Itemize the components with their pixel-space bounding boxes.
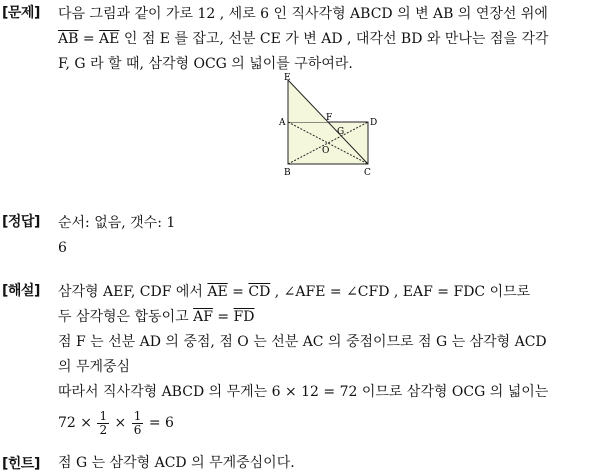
solution-line-5: 따라서 직사각형 ABCD 의 무게는 6 × 12 = 72 이므로 삼각형 OCG 의 넓이는	[58, 384, 549, 400]
problem-tag: [문제]	[2, 5, 40, 21]
problem-line-2-text: 인 점 E 를 잡고, 선분 CE 가 변 AD , 대각선 BD 와 만나는 점을 각각	[123, 31, 549, 47]
label-e: E	[284, 73, 291, 83]
label-g: G	[337, 127, 345, 137]
label-d: D	[370, 118, 378, 128]
label-c: C	[364, 168, 371, 178]
segment-ae: $\overline{AE}$	[99, 31, 120, 47]
solution-line-1-end: , ∠AFE = ∠CFD , EAF = FDC 이므로	[270, 284, 531, 300]
fraction-one-half	[97, 410, 109, 437]
answer-tag: [정답]	[2, 214, 40, 230]
equals-sign-3: =	[212, 309, 234, 325]
solution-line-6	[58, 405, 586, 441]
label-f: F	[326, 113, 333, 123]
fraction-1-numerator: 1	[99, 408, 108, 423]
hint-tag: [힌트]	[2, 456, 40, 472]
segment-cd: $\overline{CD}$	[248, 284, 271, 300]
times-sign: ×	[114, 415, 127, 431]
fraction-1-denominator: 2	[99, 422, 108, 437]
problem-line-2	[58, 27, 586, 52]
label-o: O	[322, 146, 330, 156]
problem-line-3: F, G 라 할 때, 삼각형 OCG 의 넓이를 구하여라.	[58, 56, 353, 72]
answer-body	[58, 211, 586, 261]
product-start: 72 ×	[58, 415, 92, 431]
solution-body	[58, 280, 586, 441]
solution-tag: [해설]	[2, 283, 40, 299]
answer-line-1: 순서: 없음, 갯수: 1	[58, 215, 176, 231]
rectangle-figure	[276, 72, 386, 182]
problem-line-1: 다음 그림과 같이 가로 12 , 세로 6 인 직사각형 ABCD 의 변 AB 의 연장선 위에	[58, 6, 548, 22]
fraction-one-sixth	[132, 410, 144, 437]
solution-line-3: 점 F 는 선분 AD 의 중점, 점 O 는 선분 AC 의 중점이므로 점 G 는 삼각형 ACD	[58, 334, 547, 350]
segment-ae-2: $\overline{AE}$	[207, 284, 228, 300]
hint-body	[58, 453, 586, 473]
segment-fd: $\overline{FD}$	[233, 309, 255, 325]
solution-line-1-start: 삼각형 AEF, CDF 에서	[58, 284, 208, 300]
label-a: A	[279, 118, 286, 128]
product-result: = 6	[148, 415, 174, 431]
problem-body	[58, 2, 586, 77]
solution-line-1	[58, 280, 586, 305]
solution-line-4: 의 무게중심	[58, 359, 131, 375]
segment-ab: $\overline{AB}$	[58, 31, 79, 47]
answer-line-2: 6	[58, 240, 67, 256]
solution-line-2	[58, 305, 586, 330]
equals-sign-2: =	[227, 284, 249, 300]
rectangle-abcd	[288, 122, 368, 164]
segment-af: $\overline{AF}$	[193, 309, 213, 325]
hint-line: 점 G 는 삼각형 ACD 의 무게중심이다.	[58, 455, 295, 471]
fraction-2-numerator: 1	[133, 408, 142, 423]
equals-sign: =	[78, 31, 100, 47]
fraction-2-denominator: 6	[133, 422, 142, 437]
label-b: B	[284, 168, 291, 178]
solution-line-2-start: 두 삼각형은 합동이고	[58, 309, 194, 325]
